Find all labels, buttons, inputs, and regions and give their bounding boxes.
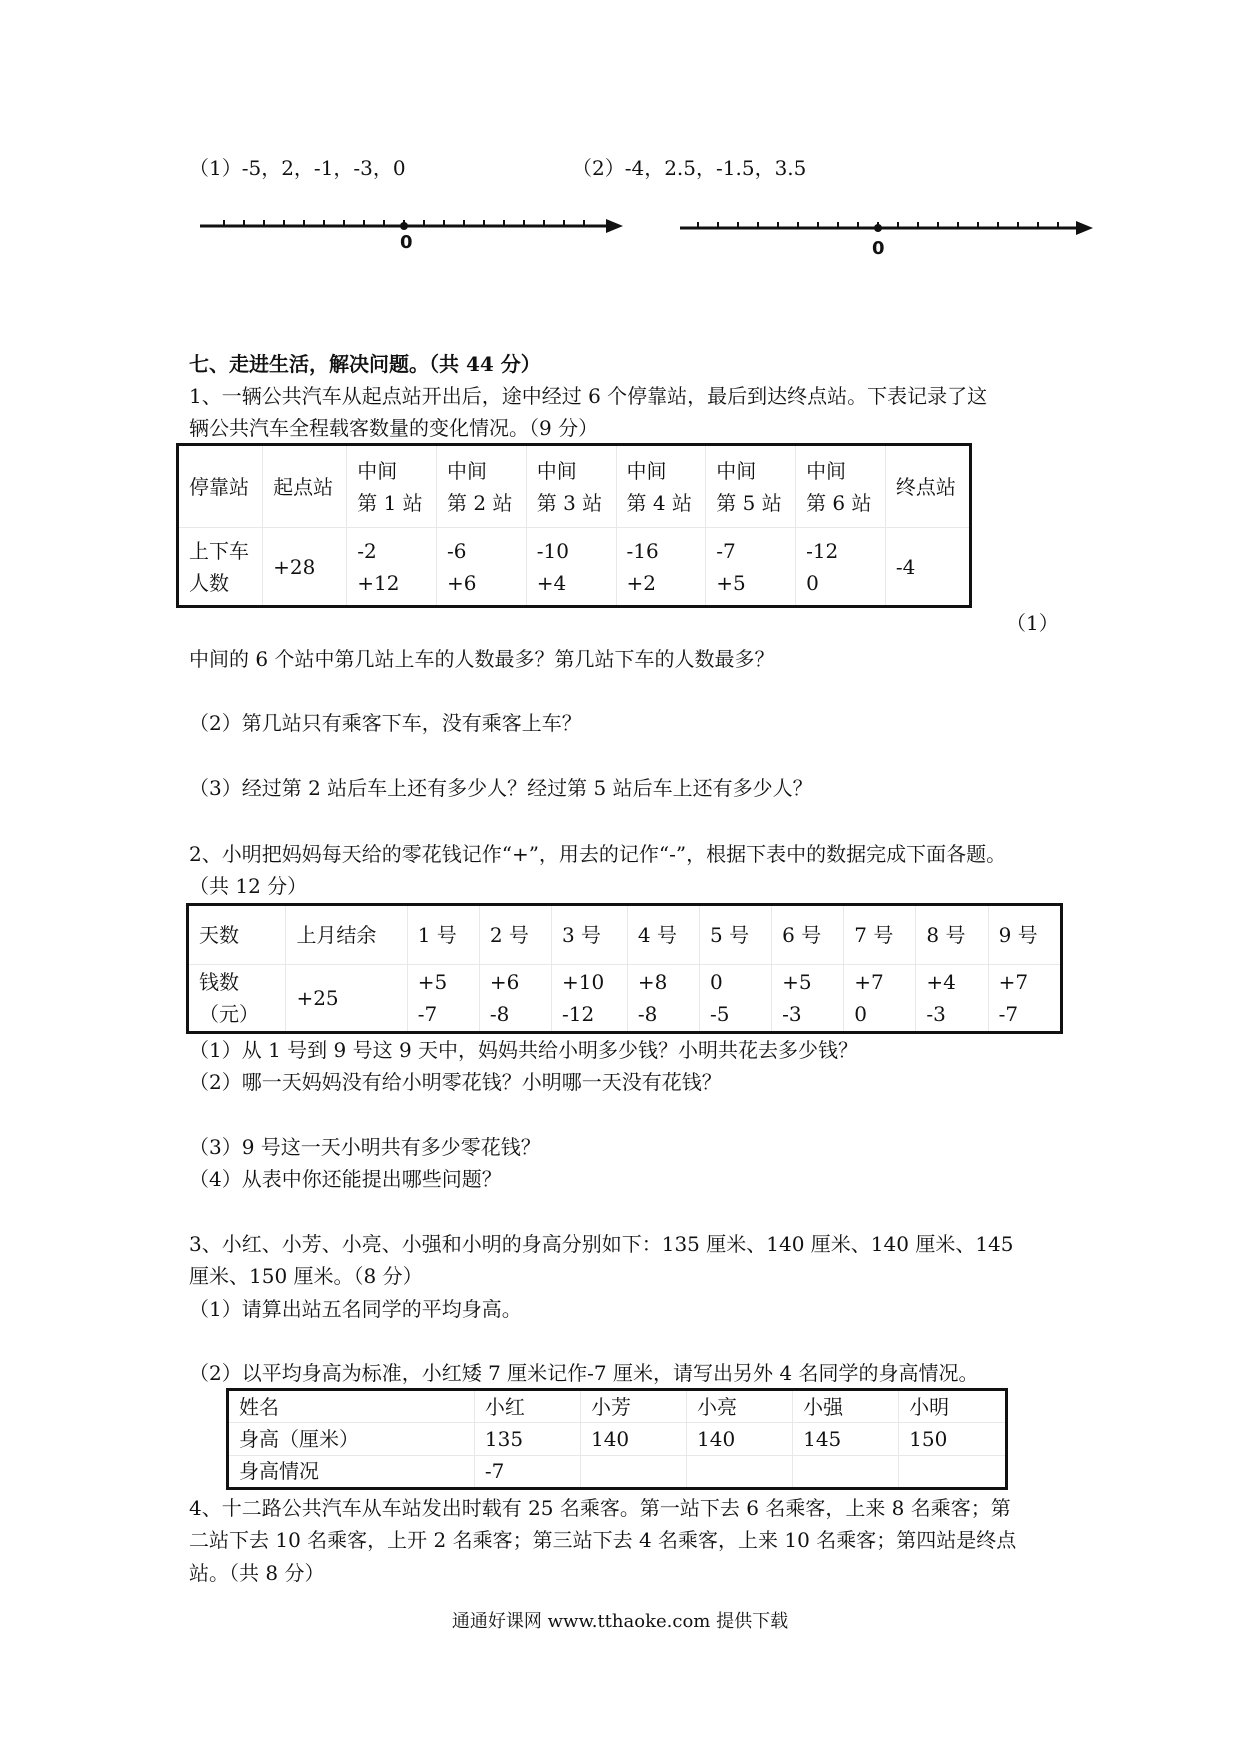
table-cell: +5 -7 [407, 965, 479, 1033]
table-cell: -4 [885, 528, 970, 607]
table-cell: 身高情况 [228, 1455, 475, 1488]
table-cell: 中间 第 1 站 [347, 445, 437, 528]
table-cell: 中间 第 2 站 [437, 445, 527, 528]
table-cell: +5 -3 [772, 965, 844, 1033]
problem1-text-line2: 辆公共汽车全程载客数量的变化情况。（9 分） [189, 416, 599, 440]
table-header-row [178, 445, 971, 528]
table-cell: 150 [899, 1423, 1007, 1455]
problem2-text-line1: 2、小明把妈妈每天给的零花钱记作“+”，用去的记作“-”，根据下表中的数据完成下面各题。 [189, 842, 1007, 866]
table-cell: -10 +4 [526, 528, 616, 607]
table-cell: 终点站 [885, 445, 970, 528]
table-cell: +8 -8 [627, 965, 699, 1033]
table-cell: -6 +6 [437, 528, 527, 607]
table-cell: 7 号 [844, 905, 916, 965]
table-cell: 8 号 [916, 905, 988, 965]
problem1-text-line1: 1、一辆公共汽车从起点站开出后，途中经过 6 个停靠站，最后到达终点站。下表记录了这 [189, 384, 988, 408]
problem2-q3: （3）9 号这一天小明共有多少零花钱？ [189, 1135, 541, 1159]
table-cell: 中间 第 5 站 [706, 445, 796, 528]
table-header-row [188, 905, 1062, 965]
zero-label-2: 0 [872, 238, 885, 259]
table-header-row [228, 1390, 1007, 1423]
table-cell: 起点站 [263, 445, 347, 528]
table-cell: 5 号 [700, 905, 772, 965]
table-cell: 小红 [474, 1390, 580, 1423]
footer-credit: 通通好课网 www.tthaoke.com 提供下载 [451, 1611, 789, 1632]
table-cell: 3 号 [551, 905, 627, 965]
numberline-q1-label: （1）-5，2，-1，-3，0 [189, 156, 406, 180]
table-cell: 140 [687, 1423, 793, 1455]
height-table [226, 1388, 1008, 1490]
table-cell: 1 号 [407, 905, 479, 965]
table-cell [687, 1455, 793, 1488]
table-cell: 小亮 [687, 1390, 793, 1423]
table-cell [580, 1455, 686, 1488]
table-cell: 上下车 人数 [178, 528, 263, 607]
table-row [228, 1423, 1007, 1455]
section-title: 七、走进生活，解决问题。（共 44 分） [189, 352, 541, 376]
table-cell: 中间 第 3 站 [526, 445, 616, 528]
table-cell: 4 号 [627, 905, 699, 965]
table-cell: +7 0 [844, 965, 916, 1033]
table-row [228, 1455, 1007, 1488]
problem2-q2: （2）哪一天妈妈没有给小明零花钱？小明哪一天没有花钱？ [189, 1070, 722, 1094]
problem1-q2: （2）第几站只有乘客下车，没有乘客上车？ [189, 711, 582, 735]
table-cell: +28 [263, 528, 347, 607]
number-line-1 [198, 208, 628, 258]
problem1-q3: （3）经过第 2 站后车上还有多少人？经过第 5 站后车上还有多少人？ [189, 776, 813, 800]
problem1-q1-text: 中间的 6 个站中第几站上车的人数最多？第几站下车的人数最多？ [189, 647, 775, 671]
table-cell: 145 [793, 1423, 899, 1455]
table-cell: +7 -7 [988, 965, 1061, 1033]
table-cell: +10 -12 [551, 965, 627, 1033]
table-cell: 小强 [793, 1390, 899, 1423]
problem2-q1: （1）从 1 号到 9 号这 9 天中，妈妈共给小明多少钱？小明共花去多少钱？ [189, 1038, 859, 1062]
table-cell: 中间 第 4 站 [616, 445, 706, 528]
table-cell: 小明 [899, 1390, 1007, 1423]
zero-label-1: 0 [400, 232, 413, 253]
problem4-text-line3: 站。（共 8 分） [189, 1561, 325, 1585]
table-cell [899, 1455, 1007, 1488]
table-cell: -7 +5 [706, 528, 796, 607]
table-cell: 6 号 [772, 905, 844, 965]
table-cell: 140 [580, 1423, 686, 1455]
table-cell: -2 +12 [347, 528, 437, 607]
problem4-text-line1: 4、十二路公共汽车从车站发出时载有 25 名乘客。第一站下去 6 名乘客，上来 8 名乘客；第 [189, 1496, 1011, 1520]
table-row [188, 965, 1062, 1033]
table-cell: -12 0 [796, 528, 886, 607]
table-cell [793, 1455, 899, 1488]
bus-passenger-table [176, 443, 972, 608]
problem4-text-line2: 二站下去 10 名乘客，上开 2 名乘客；第三站下去 4 名乘客，上来 10 名乘客；第四站是终点 [189, 1528, 1017, 1552]
table-cell: 姓名 [228, 1390, 475, 1423]
table-cell: 9 号 [988, 905, 1061, 965]
table-cell: 上月结余 [286, 905, 407, 965]
problem3-q1: （1）请算出站五名同学的平均身高。 [189, 1297, 522, 1321]
numberline-q2-label: （2）-4，2.5，-1.5，3.5 [572, 156, 807, 180]
table-cell: -16 +2 [616, 528, 706, 607]
problem3-text-line2: 厘米、150 厘米。（8 分） [189, 1264, 423, 1288]
number-line-2 [678, 208, 1098, 258]
table-cell: +6 -8 [479, 965, 551, 1033]
table-cell: -7 [474, 1455, 580, 1488]
problem3-q2: （2）以平均身高为标准，小红矮 7 厘米记作-7 厘米，请写出另外 4 名同学的身高情况。 [189, 1361, 979, 1385]
problem2-q4: （4）从表中你还能提出哪些问题？ [189, 1167, 502, 1191]
problem2-text-line2: （共 12 分） [189, 874, 308, 898]
table-cell: 135 [474, 1423, 580, 1455]
table-cell: +4 -3 [916, 965, 988, 1033]
table-cell: 2 号 [479, 905, 551, 965]
table-cell: 小芳 [580, 1390, 686, 1423]
table-cell: 钱数 （元） [188, 965, 286, 1033]
table-cell: +25 [286, 965, 407, 1033]
table-cell: 停靠站 [178, 445, 263, 528]
table-cell: 身高（厘米） [228, 1423, 475, 1455]
table-cell: 天数 [188, 905, 286, 965]
table-cell: 中间 第 6 站 [796, 445, 886, 528]
table-cell: 0 -5 [700, 965, 772, 1033]
pocket-money-table [186, 903, 1063, 1034]
table-row [178, 528, 971, 607]
problem3-text-line1: 3、小红、小芳、小亮、小强和小明的身高分别如下：135 厘米、140 厘米、140 厘米、145 [189, 1232, 1014, 1256]
problem1-q1-number: （1） [1006, 611, 1059, 635]
